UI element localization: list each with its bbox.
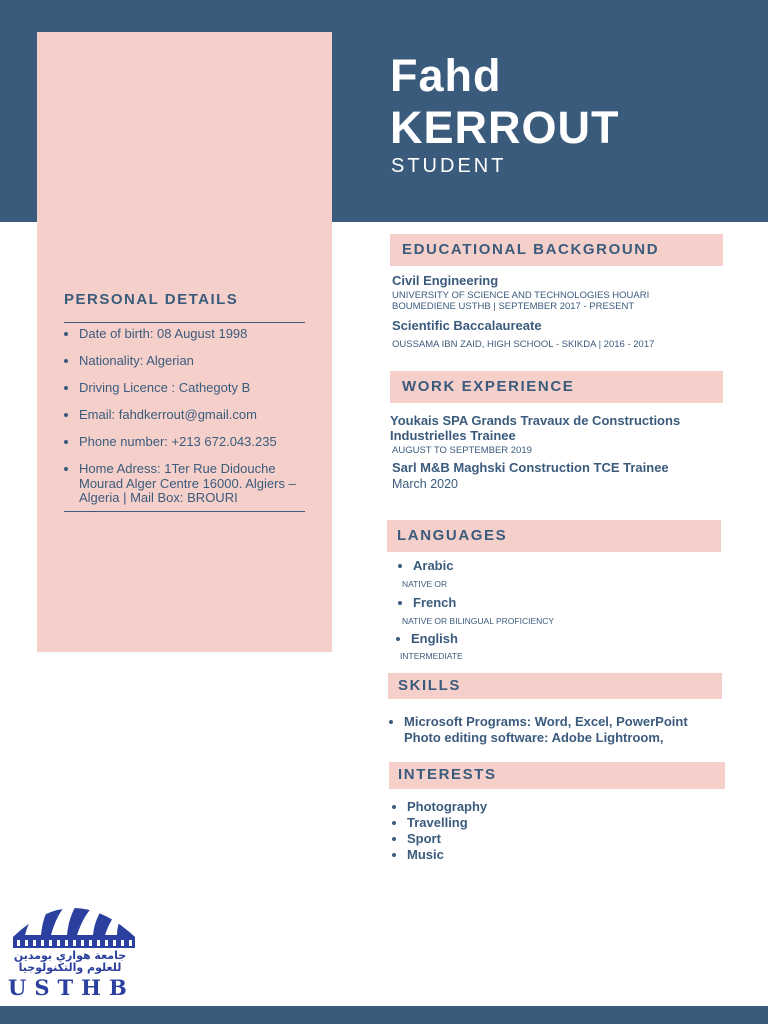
divider: [64, 511, 305, 512]
language-level: NATIVE OR BILINGUAL PROFICIENCY: [402, 616, 555, 626]
language-name: • English: [411, 631, 458, 646]
divider: [64, 322, 305, 323]
section-title: EDUCATIONAL BACKGROUND: [402, 241, 660, 258]
first-name: Fahd: [390, 50, 502, 101]
job-date: March 2020: [392, 477, 459, 491]
education-header: [390, 234, 723, 266]
last-name: KERROUT: [390, 102, 620, 153]
job-title: Sarl M&B Maghski Construction TCE Trainee: [392, 460, 669, 475]
list-item: • Driving Licence : Cathegoty B: [79, 381, 319, 396]
list-item: • Phone number: +213 672.043.235: [79, 435, 319, 450]
skills-header: [388, 673, 722, 699]
languages-header: [387, 520, 721, 552]
personal-details-list: [62, 327, 319, 518]
degree-detail: UNIVERSITY OF SCIENCE AND TECHNOLOGIES HOUARI BOUMEDIENE USTHB | SEPTEMBER 2017 - PRESENT: [392, 290, 650, 312]
language-item: [396, 631, 458, 646]
language-level: INTERMEDIATE: [400, 651, 463, 661]
language-level: NATIVE OR: [402, 579, 448, 589]
list-item: • Date of birth: 08 August 1998: [79, 327, 319, 342]
list-item: • Microsoft Programs: Word, Excel, PowerPoint: [404, 714, 688, 730]
list-item: • Sport: [407, 831, 487, 847]
list-item: Photo editing software: Adobe Lightroom,: [404, 730, 664, 745]
list-item: • Nationality: Algerian: [79, 354, 319, 369]
logo-arabic-line: للعلوم والتكنولوجيا: [18, 961, 122, 974]
list-item: • Photography: [407, 799, 487, 815]
interests-header: [389, 762, 725, 789]
language-item: [398, 558, 453, 573]
interests-list: [389, 799, 487, 863]
section-title: WORK EXPERIENCE: [402, 378, 575, 395]
degree-title: Scientific Baccalaureate: [392, 318, 542, 333]
section-title: SKILLS: [398, 677, 461, 694]
language-item: [398, 595, 456, 610]
list-item: • Email: fahdkerrout@gmail.com: [79, 408, 319, 423]
section-title: LANGUAGES: [397, 527, 508, 544]
logo-arabic-line: جامعة هواري بومدين: [13, 949, 127, 962]
logo-arabic-text: [8, 950, 132, 974]
skills-list: [386, 714, 688, 746]
job-date: AUGUST TO SEPTEMBER 2019: [392, 445, 532, 456]
work-header: [390, 371, 723, 403]
list-item: • Home Adress: 1Ter Rue Didouche Mourad Alger Centre 16000. Algiers – Algeria | Mail Box: BROURI: [79, 462, 319, 506]
role-title: STUDENT: [391, 155, 507, 177]
section-title: INTERESTS: [398, 766, 497, 783]
language-name: • French: [413, 595, 456, 610]
list-item: • Travelling: [407, 815, 487, 831]
footer-band: [0, 1006, 768, 1024]
logo-abbreviation: USTHB: [8, 975, 135, 1000]
job-title: Youkais SPA Grands Travaux de Constructions Industrielles Trainee: [390, 413, 681, 443]
degree-title: Civil Engineering: [392, 273, 499, 288]
degree-detail: OUSSAMA IBN ZAID, HIGH SCHOOL - SKIKDA | 2016 - 2017: [392, 339, 655, 350]
language-name: • Arabic: [413, 558, 453, 573]
personal-details-title: PERSONAL DETAILS: [64, 291, 239, 308]
list-item: • Music: [407, 847, 487, 863]
